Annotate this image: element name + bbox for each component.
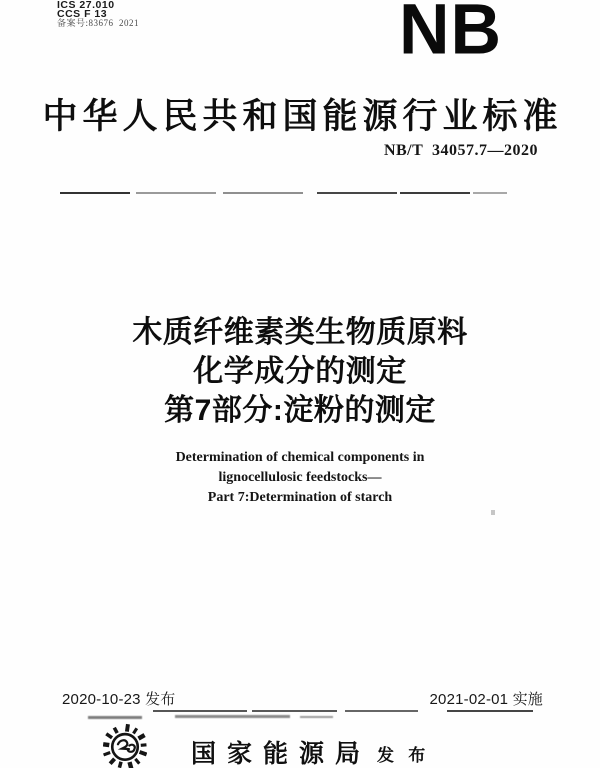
document-title-en xyxy=(0,448,600,508)
divider-line-segment xyxy=(473,192,507,194)
title-en-line-3: Part 7:Determination of starch xyxy=(207,490,393,505)
nb-logotype: NB xyxy=(399,0,503,69)
divider-line-segment xyxy=(317,192,397,194)
title-cn-line-3: 第7部分:淀粉的测定 xyxy=(164,394,436,427)
publisher-name: 国家能源局 xyxy=(191,741,372,768)
divider-line-segment xyxy=(60,192,130,194)
title-cn-line-2: 化学成分的测定 xyxy=(193,355,407,388)
scan-artifact xyxy=(300,716,333,718)
national-energy-administration-emblem-icon xyxy=(103,722,147,768)
implementation-date: 2021-02-01 实施 xyxy=(429,691,543,708)
title-en-line-2: lignocellulosic feedstocks— xyxy=(218,470,382,485)
footer-rule-segment xyxy=(345,710,418,712)
title-cn-line-1: 木质纤维素类生物质原料 xyxy=(132,316,468,349)
divider-line-segment xyxy=(400,192,470,194)
scan-artifact xyxy=(88,716,142,719)
document-title-cn xyxy=(0,313,600,430)
scan-artifact xyxy=(175,715,290,718)
record-number: 备案号:83676 2021 xyxy=(57,18,140,28)
standard-number: NB/T 34057.7—2020 xyxy=(383,142,538,159)
scan-artifact xyxy=(491,510,495,515)
divider-line-segment xyxy=(136,192,216,194)
footer-rule-segment xyxy=(153,710,247,712)
divider-line-segment xyxy=(223,192,303,194)
footer-rule-segment xyxy=(252,710,337,712)
standard-type-heading: 中华人民共和国能源行业标准 xyxy=(42,97,563,136)
ccs-code: CCS F 13 xyxy=(57,7,108,20)
publish-label: 发 布 xyxy=(377,746,431,765)
footer-rule-segment xyxy=(447,710,533,712)
classification-block xyxy=(57,1,139,28)
title-en-line-1: Determination of chemical components in xyxy=(175,450,425,465)
issue-date: 2020-10-23 发布 xyxy=(62,691,176,708)
ics-code: ICS 27.010 xyxy=(57,0,115,11)
